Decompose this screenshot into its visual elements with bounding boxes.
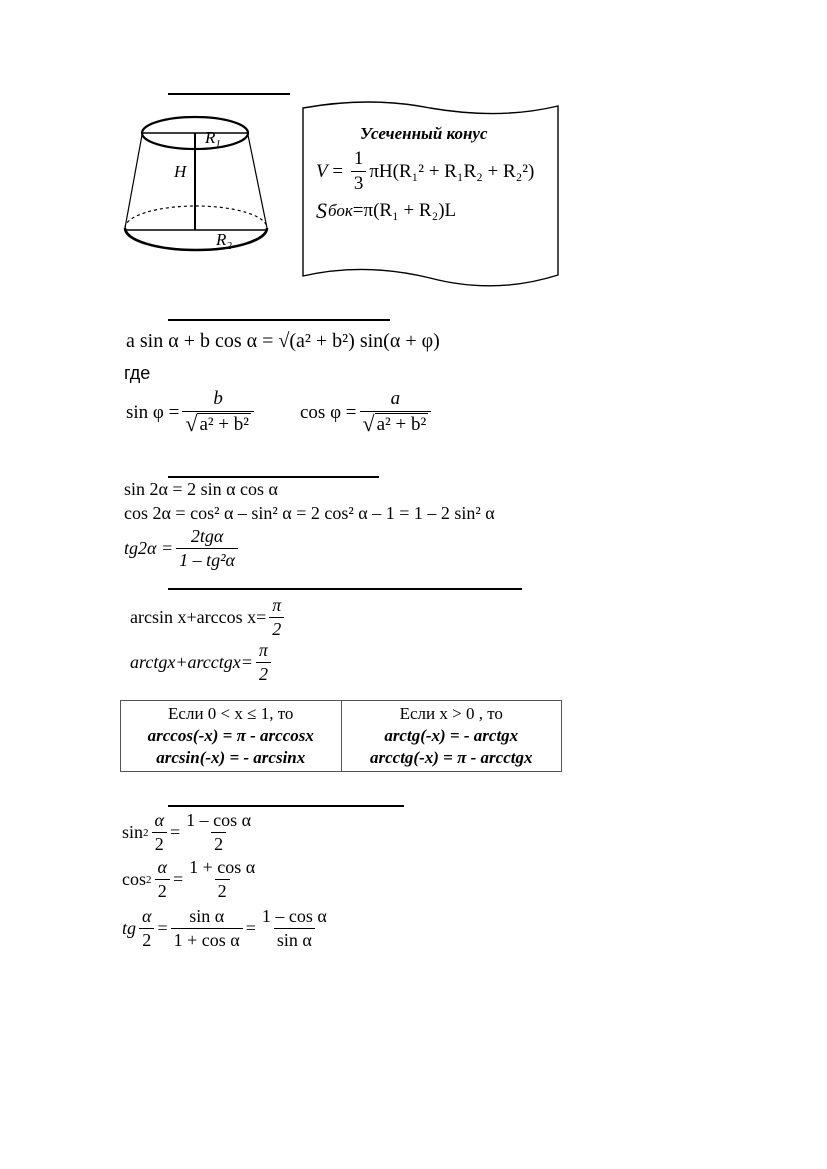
- cos-double-angle: cos 2α = cos² α – sin² α = 2 cos² α – 1 = 1 – 2 sin² α: [124, 503, 495, 523]
- sin-half-angle: sin 2 $\frac{\alpha}{2}$ = $\frac{\text{1 – cos α}}{2}$: [122, 810, 252, 854]
- frustum-volume-formula: V = $\frac{1}{3}$ πH(R₁² + R₁R₂ + R₂²): [316, 148, 535, 194]
- tg-half-angle: tg $\frac{\alpha}{2}$ = $\frac{\text{sin α}}{\text{1 + cos α}}$ = $\frac{\text{1 – cos α}}{\text{sin α}}$: [122, 906, 327, 950]
- aux-angle-formula: a sin α + b cos α = √(a² + b²) sin(α + φ): [126, 330, 440, 352]
- section-rule-double-angle: [168, 476, 379, 478]
- arccos-rule: arccos(-x) = π - arccosx: [147, 726, 314, 745]
- section-rule-cone: [168, 93, 290, 95]
- inverse-rules-table: [120, 700, 562, 772]
- section-rule-inverse: [168, 588, 522, 590]
- section-rule-aux-angle: [168, 319, 390, 321]
- frustum-lateral-formula: S бок =π(R₁ + R₂)L: [316, 198, 457, 223]
- arcctg-rule: arcctg(-x) = π - arcctgx: [370, 748, 533, 767]
- sin-phi-formula: sin φ = b √ a² + b²: [126, 388, 257, 437]
- section-rule-half-angle: [168, 805, 404, 807]
- arctg-rule: arctg(-x) = - arctgx: [384, 726, 519, 745]
- arctg-arcctg-identity: arctgx+arcctgx= $\frac{\pi}{2}$: [130, 640, 274, 685]
- left-rules-cell: [121, 701, 342, 772]
- arcsin-arccos-identity: arcsin x+arccos x= $\frac{\pi}{2}$: [130, 595, 287, 640]
- cone-label-r2: $R_2$: [216, 230, 232, 252]
- cone-label-h: H: [174, 162, 187, 181]
- cone-label-r1: $R_1$: [205, 128, 221, 150]
- right-rules-cell: [341, 701, 562, 772]
- tg-double-angle: tg2α = $\frac{\text{2tgα}}{\text{1 – tg²α}}$: [124, 526, 241, 571]
- right-condition: Если x > 0 , то: [399, 704, 503, 723]
- arcsin-rule: arcsin(-x) = - arcsinx: [156, 748, 306, 767]
- frustum-figure: [115, 105, 280, 265]
- where-label: где: [124, 363, 151, 383]
- scroll-title: Усеченный конус: [360, 124, 488, 143]
- cos-half-angle: cos 2 $\frac{\alpha}{2}$ = $\frac{\text{1 + cos α}}{2}$: [122, 857, 256, 901]
- sin-double-angle: sin 2α = 2 sin α cos α: [124, 479, 278, 499]
- left-condition: Если 0 < x ≤ 1, то: [168, 704, 294, 723]
- cos-phi-formula: cos φ = a √ a² + b²: [300, 388, 434, 437]
